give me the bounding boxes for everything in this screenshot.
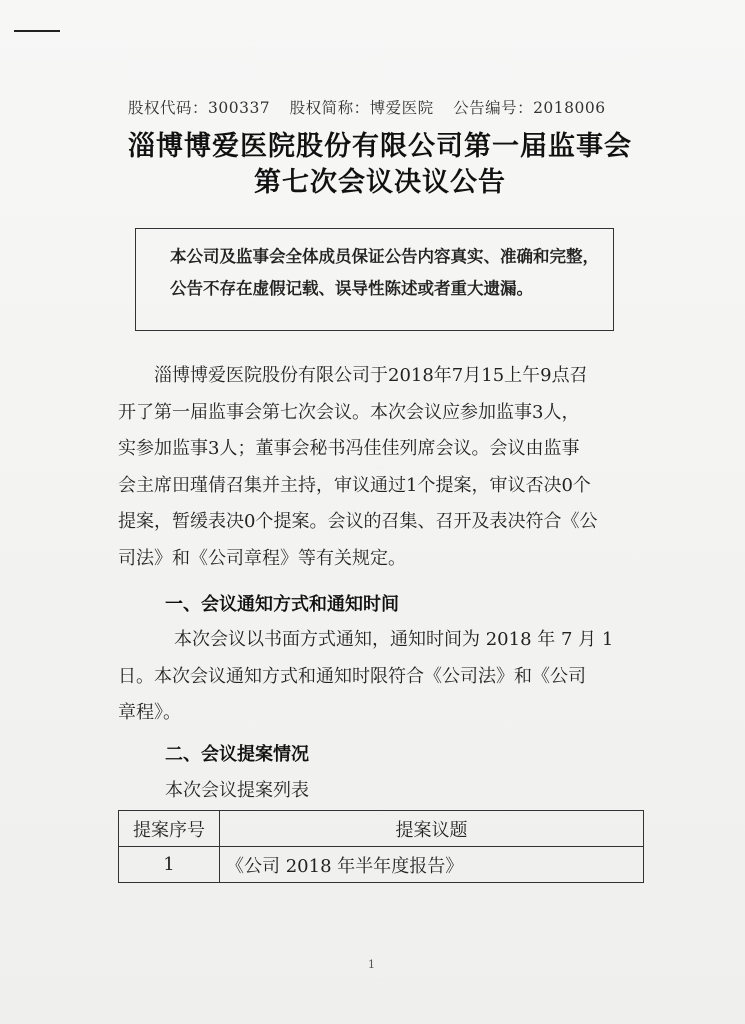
table-row [119, 847, 644, 883]
header-proposal-topic: 提案议题 [220, 811, 644, 847]
document-title-line-1: 淄博博爱医院股份有限公司第一届监事会 [128, 131, 632, 162]
table-caption: 本次会议提案列表 [165, 780, 309, 801]
section-heading-proposals: 二、会议提案情况 [165, 744, 309, 765]
paragraph-line: 淄博博爱医院股份有限公司于2018年7月15上午9点召 [154, 365, 588, 386]
paragraph-line: 会主席田瑾倩召集并主持，审议通过1个提案，审议否决0个 [118, 474, 591, 496]
section-heading-notice: 一、会议通知方式和通知时间 [165, 594, 399, 615]
disclaimer-box [135, 228, 614, 331]
announcement-meta [128, 96, 608, 118]
paragraph-line: 本次会议以书面方式通知，通知时间为 2018 年 7 月 1 [174, 629, 614, 650]
stock-abbreviation: 股权简称：博爱医院 [289, 99, 434, 117]
page-number: 1 [368, 958, 375, 971]
paragraph-line: 实参加监事3人；董事会秘书冯佳佳列席会议。会议由监事 [118, 438, 580, 459]
paragraph-line: 司法》和《公司章程》等有关规定。 [118, 547, 406, 569]
intro-paragraph [118, 358, 638, 577]
paragraph-line: 日。本次会议通知方式和通知时限符合《公司法》和《公司 [118, 665, 586, 687]
table-header-row [119, 811, 644, 847]
paragraph-line: 提案，暂缓表决0个提案。会议的召集、召开及表决符合《公 [118, 511, 598, 532]
cell-proposal-topic: 《公司 2018 年半年度报告》 [220, 847, 644, 883]
stock-code: 股权代码：300337 [128, 99, 271, 117]
disclaimer-line: 本公司及监事会全体成员保证公告内容真实、准确和完整， [170, 247, 599, 266]
top-rule-divider [14, 30, 60, 32]
paragraph-line: 开了第一届监事会第七次会议。本次会议应参加监事3人， [118, 401, 580, 423]
header-proposal-number: 提案序号 [119, 811, 220, 847]
proposals-table [118, 810, 644, 883]
disclaimer-line: 公告不存在虚假记载、误导性陈述或者重大遗漏。 [170, 279, 533, 298]
paragraph-line: 章程》。 [118, 702, 181, 723]
document-title-line-2: 第七次会议决议公告 [254, 167, 506, 198]
announcement-number: 公告编号：2018006 [453, 99, 606, 117]
cell-proposal-number: 1 [119, 847, 220, 883]
notice-paragraph [118, 622, 638, 732]
